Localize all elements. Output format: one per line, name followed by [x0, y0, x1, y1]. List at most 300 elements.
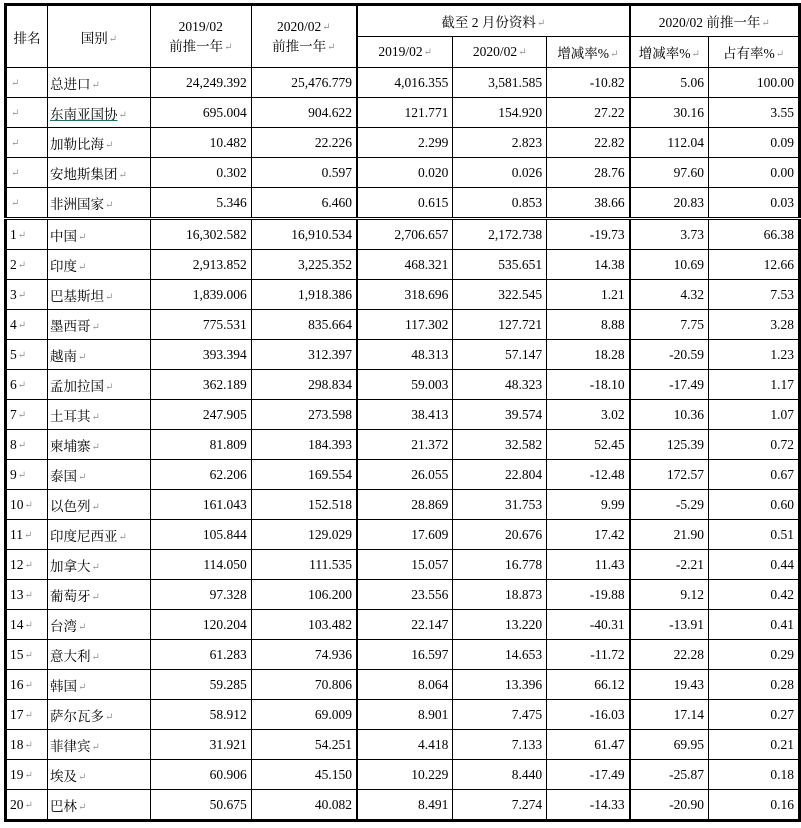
table-row: [6, 670, 800, 700]
rank-cell: 1↵: [6, 219, 48, 250]
country-cell: 加拿大↵: [47, 550, 150, 580]
feb-2020-cell: 7.475: [453, 700, 547, 730]
table-row: [6, 550, 800, 580]
cell-mark: ↵: [24, 589, 33, 601]
header-2019-prev-year: [150, 5, 251, 68]
cell-mark: ↵: [91, 79, 100, 91]
feb-growth-cell: -18.10: [547, 370, 630, 400]
cell-mark: ↵: [104, 199, 114, 211]
rank-cell: [6, 188, 48, 219]
rank-cell: 14↵: [6, 610, 48, 640]
feb-growth-cell: 11.43: [547, 550, 630, 580]
value-2019-prev-cell: 105.844: [150, 520, 251, 550]
table-row: [6, 340, 800, 370]
value-2019-prev-cell: 16,302.582: [150, 219, 251, 250]
value-2019-prev-cell: 31.921: [150, 730, 251, 760]
prev-growth-cell: 112.04: [630, 128, 709, 158]
rank-cell: 9↵: [6, 460, 48, 490]
feb-2020-cell: 57.147: [453, 340, 547, 370]
value-2019-prev-cell: 393.394: [150, 340, 251, 370]
value-2020-prev-cell: 111.535: [251, 550, 357, 580]
prev-growth-cell: 10.36: [630, 400, 709, 430]
cell-mark: ↵: [77, 621, 87, 633]
cell-mark: ↵: [104, 711, 114, 723]
cell-mark: ↵: [17, 469, 27, 481]
feb-2019-cell: 15.057: [357, 550, 453, 580]
share-cell: 0.44: [709, 550, 800, 580]
cell-mark: ↵: [24, 769, 33, 781]
table-row: [6, 490, 800, 520]
value-2020-prev-cell: 69.009: [251, 700, 357, 730]
feb-growth-cell: 14.38: [547, 250, 630, 280]
value-2020-prev-cell: 169.554: [251, 460, 357, 490]
country-cell: 柬埔寨↵: [47, 430, 150, 460]
value-2020-prev-cell: 70.806: [251, 670, 357, 700]
country-cell: 台湾↵: [47, 610, 150, 640]
value-2020-prev-cell: 45.150: [251, 760, 357, 790]
country-cell: 巴林↵: [47, 790, 150, 821]
share-cell: 0.67: [709, 460, 800, 490]
value-2019-prev-cell: 161.043: [150, 490, 251, 520]
share-cell: 7.53: [709, 280, 800, 310]
cell-mark: ↵: [17, 379, 27, 391]
prev-growth-cell: -13.91: [630, 610, 709, 640]
prev-growth-cell: -17.49: [630, 370, 709, 400]
cell-mark: ↵: [11, 107, 20, 119]
table-row: [6, 520, 800, 550]
prev-growth-cell: 10.69: [630, 250, 709, 280]
table-row: [6, 68, 800, 98]
cell-mark: ↵: [24, 679, 33, 691]
feb-2019-cell: 21.372: [357, 430, 453, 460]
feb-2020-cell: 31.753: [453, 490, 547, 520]
feb-2019-cell: 2.299: [357, 128, 453, 158]
country-cell: 总进口↵: [47, 68, 150, 98]
value-2020-prev-cell: 16,910.534: [251, 219, 357, 250]
value-2020-prev-cell: 835.664: [251, 310, 357, 340]
country-cell: 泰国↵: [47, 460, 150, 490]
rank-cell: 8↵: [6, 430, 48, 460]
feb-2020-cell: 7.133: [453, 730, 547, 760]
cell-mark: ↵: [77, 231, 87, 243]
header-country: 国别↵: [47, 5, 150, 68]
rank-cell: 12↵: [6, 550, 48, 580]
share-cell: 100.00: [709, 68, 800, 98]
country-cell: 意大利↵: [47, 640, 150, 670]
feb-growth-cell: -16.03: [547, 700, 630, 730]
rank-cell: 11↵: [6, 520, 48, 550]
value-2019-prev-cell: 59.285: [150, 670, 251, 700]
cell-mark: ↵: [91, 651, 100, 663]
country-cell: 埃及↵: [47, 760, 150, 790]
value-2020-prev-cell: 74.936: [251, 640, 357, 670]
value-2019-prev-cell: 24,249.392: [150, 68, 251, 98]
rank-cell: 10↵: [6, 490, 48, 520]
header-rank: 排名: [6, 5, 48, 68]
country-rows: [6, 219, 800, 821]
prev-growth-cell: 9.12: [630, 580, 709, 610]
header-group-2020-prev: 2020/02 前推一年↵: [630, 5, 800, 37]
rank-cell: 19↵: [6, 760, 48, 790]
cell-mark: ↵: [118, 531, 127, 543]
table-row: [6, 98, 800, 128]
value-2019-prev-cell: 60.906: [150, 760, 251, 790]
prev-growth-cell: 172.57: [630, 460, 709, 490]
feb-2019-cell: 26.055: [357, 460, 453, 490]
feb-2019-cell: 121.771: [357, 98, 453, 128]
feb-2020-cell: 0.026: [453, 158, 547, 188]
country-cell: 葡萄牙↵: [47, 580, 150, 610]
cell-mark: ↵: [104, 381, 114, 393]
share-cell: 0.72: [709, 430, 800, 460]
value-2019-prev-cell: 61.283: [150, 640, 251, 670]
cell-mark: ↵: [24, 709, 33, 721]
summary-rows: [6, 68, 800, 219]
feb-growth-cell: 27.22: [547, 98, 630, 128]
table-row: [6, 310, 800, 340]
cell-mark: ↵: [77, 801, 87, 813]
country-cell[interactable]: 东南亚国协↵: [47, 98, 150, 128]
prev-growth-cell: 22.28: [630, 640, 709, 670]
prev-growth-cell: 125.39: [630, 430, 709, 460]
share-cell: 0.29: [709, 640, 800, 670]
table-row: [6, 730, 800, 760]
cell-mark: ↵: [91, 501, 100, 513]
feb-2019-cell: 8.064: [357, 670, 453, 700]
cell-mark: ↵: [24, 739, 33, 751]
feb-2020-cell: 8.440: [453, 760, 547, 790]
cell-mark: ↵: [11, 137, 20, 149]
header-prev-growth: 增减率%↵: [630, 37, 709, 68]
cell-mark: ↵: [104, 291, 114, 303]
value-2019-prev-cell: 1,839.006: [150, 280, 251, 310]
cell-mark: ↵: [91, 321, 100, 333]
value-2019-prev-cell: 775.531: [150, 310, 251, 340]
country-cell: 印度↵: [47, 250, 150, 280]
rank-cell: [6, 128, 48, 158]
rank-cell: 2↵: [6, 250, 48, 280]
country-cell: 巴基斯坦↵: [47, 280, 150, 310]
share-cell: 0.21: [709, 730, 800, 760]
cell-mark: ↵: [17, 319, 27, 331]
value-2019-prev-cell: 10.482: [150, 128, 251, 158]
country-cell: 土耳其↵: [47, 400, 150, 430]
header-2020-prev-year-line2: 前推一年↵: [272, 38, 336, 54]
feb-2020-cell: 22.804: [453, 460, 547, 490]
rank-cell: [6, 158, 48, 188]
prev-growth-cell: -5.29: [630, 490, 709, 520]
cell-mark: ↵: [77, 471, 87, 483]
country-cell: 安地斯集团↵: [47, 158, 150, 188]
table-row: [6, 640, 800, 670]
feb-2020-cell: 13.396: [453, 670, 547, 700]
value-2020-prev-cell: 106.200: [251, 580, 357, 610]
value-2020-prev-cell: 1,918.386: [251, 280, 357, 310]
value-2020-prev-cell: 298.834: [251, 370, 357, 400]
prev-growth-cell: 97.60: [630, 158, 709, 188]
rank-cell: [6, 68, 48, 98]
feb-2019-cell: 22.147: [357, 610, 453, 640]
prev-growth-cell: -25.87: [630, 760, 709, 790]
value-2020-prev-cell: 129.029: [251, 520, 357, 550]
header-2020-prev-year-line1: 2020/02↵: [277, 18, 331, 34]
share-cell: 0.27: [709, 700, 800, 730]
cell-mark: ↵: [118, 169, 127, 181]
feb-2020-cell: 127.721: [453, 310, 547, 340]
share-cell: 3.55: [709, 98, 800, 128]
country-cell: 以色列↵: [47, 490, 150, 520]
prev-growth-cell: -20.59: [630, 340, 709, 370]
header-feb-2020: 2020/02↵: [453, 37, 547, 68]
share-cell: 0.18: [709, 760, 800, 790]
country-cell: 孟加拉国↵: [47, 370, 150, 400]
feb-growth-cell: -40.31: [547, 610, 630, 640]
feb-2020-cell: 7.274: [453, 790, 547, 821]
feb-2020-cell: 535.651: [453, 250, 547, 280]
cell-mark: ↵: [24, 529, 33, 541]
value-2020-prev-cell: 0.597: [251, 158, 357, 188]
cell-mark: ↵: [24, 649, 33, 661]
cell-mark: ↵: [77, 681, 87, 693]
prev-growth-cell: -2.21: [630, 550, 709, 580]
value-2020-prev-cell: 54.251: [251, 730, 357, 760]
cell-mark: ↵: [24, 799, 33, 811]
country-cell: 萨尔瓦多↵: [47, 700, 150, 730]
feb-2020-cell: 0.853: [453, 188, 547, 219]
table-header: [6, 5, 800, 68]
rank-cell: 20↵: [6, 790, 48, 821]
feb-2019-cell: 38.413: [357, 400, 453, 430]
rank-cell: 5↵: [6, 340, 48, 370]
table-row: [6, 790, 800, 821]
feb-2020-cell: 18.873: [453, 580, 547, 610]
prev-growth-cell: 19.43: [630, 670, 709, 700]
feb-2019-cell: 0.020: [357, 158, 453, 188]
country-cell: 印度尼西亚↵: [47, 520, 150, 550]
table-row: [6, 580, 800, 610]
feb-growth-cell: 9.99: [547, 490, 630, 520]
feb-growth-cell: 18.28: [547, 340, 630, 370]
value-2020-prev-cell: 152.518: [251, 490, 357, 520]
feb-2019-cell: 8.901: [357, 700, 453, 730]
cell-mark: ↵: [17, 259, 27, 271]
feb-2019-cell: 17.609: [357, 520, 453, 550]
cell-mark: ↵: [11, 167, 20, 179]
value-2019-prev-cell: 695.004: [150, 98, 251, 128]
feb-growth-cell: 28.76: [547, 158, 630, 188]
cell-mark: ↵: [24, 499, 33, 511]
cell-mark: ↵: [17, 439, 27, 451]
table-row: [6, 760, 800, 790]
value-2019-prev-cell: 247.905: [150, 400, 251, 430]
feb-growth-cell: 52.45: [547, 430, 630, 460]
cell-mark: ↵: [91, 561, 100, 573]
feb-2019-cell: 16.597: [357, 640, 453, 670]
feb-growth-cell: -10.82: [547, 68, 630, 98]
cell-mark: ↵: [17, 289, 27, 301]
country-cell: 菲律宾↵: [47, 730, 150, 760]
header-2019-prev-year-line1: 2019/02: [178, 18, 223, 34]
share-cell: 0.28: [709, 670, 800, 700]
value-2019-prev-cell: 362.189: [150, 370, 251, 400]
share-cell: 0.41: [709, 610, 800, 640]
table-row: [6, 400, 800, 430]
feb-2019-cell: 0.615: [357, 188, 453, 219]
value-2020-prev-cell: 273.598: [251, 400, 357, 430]
value-2019-prev-cell: 5.346: [150, 188, 251, 219]
cell-mark: ↵: [91, 411, 100, 423]
country-cell: 非洲国家↵: [47, 188, 150, 219]
feb-2020-cell: 20.676: [453, 520, 547, 550]
share-cell: 0.60: [709, 490, 800, 520]
value-2019-prev-cell: 0.302: [150, 158, 251, 188]
country-cell: 墨西哥↵: [47, 310, 150, 340]
value-2020-prev-cell: 904.622: [251, 98, 357, 128]
feb-growth-cell: 17.42: [547, 520, 630, 550]
feb-growth-cell: -14.33: [547, 790, 630, 821]
feb-growth-cell: -17.49: [547, 760, 630, 790]
table-row: [6, 460, 800, 490]
prev-growth-cell: 69.95: [630, 730, 709, 760]
cell-mark: ↵: [24, 559, 33, 571]
feb-growth-cell: -11.72: [547, 640, 630, 670]
cell-mark: ↵: [91, 591, 100, 603]
feb-2020-cell: 322.545: [453, 280, 547, 310]
value-2020-prev-cell: 3,225.352: [251, 250, 357, 280]
prev-growth-cell: 30.16: [630, 98, 709, 128]
share-cell: 0.42: [709, 580, 800, 610]
country-cell: 加勒比海↵: [47, 128, 150, 158]
rank-cell: 7↵: [6, 400, 48, 430]
feb-2019-cell: 28.869: [357, 490, 453, 520]
header-prev-share: 占有率%↵: [709, 37, 800, 68]
feb-2020-cell: 39.574: [453, 400, 547, 430]
table-row: [6, 128, 800, 158]
header-2019-prev-year-line2: 前推一年↵: [169, 38, 233, 54]
feb-growth-cell: 61.47: [547, 730, 630, 760]
rank-cell: 4↵: [6, 310, 48, 340]
cell-mark: ↵: [108, 33, 118, 45]
cell-mark: ↵: [77, 261, 87, 273]
table-row: [6, 250, 800, 280]
value-2020-prev-cell: 6.460: [251, 188, 357, 219]
value-2020-prev-cell: 184.393: [251, 430, 357, 460]
prev-growth-cell: 3.73: [630, 219, 709, 250]
share-cell: 0.00: [709, 158, 800, 188]
value-2020-prev-cell: 312.397: [251, 340, 357, 370]
feb-growth-cell: 22.82: [547, 128, 630, 158]
table-row: [6, 188, 800, 219]
feb-2020-cell: 48.323: [453, 370, 547, 400]
share-cell: 0.09: [709, 128, 800, 158]
cell-mark: ↵: [91, 741, 100, 753]
prev-growth-cell: 17.14: [630, 700, 709, 730]
rank-cell: 15↵: [6, 640, 48, 670]
rank-cell: 6↵: [6, 370, 48, 400]
feb-2019-cell: 468.321: [357, 250, 453, 280]
country-cell: 中国↵: [47, 219, 150, 250]
feb-2019-cell: 48.313: [357, 340, 453, 370]
prev-growth-cell: 7.75: [630, 310, 709, 340]
feb-growth-cell: -19.73: [547, 219, 630, 250]
feb-growth-cell: 1.21: [547, 280, 630, 310]
rank-cell: 13↵: [6, 580, 48, 610]
share-cell: 1.23: [709, 340, 800, 370]
feb-2020-cell: 2,172.738: [453, 219, 547, 250]
cell-mark: ↵: [17, 229, 27, 241]
value-2020-prev-cell: 103.482: [251, 610, 357, 640]
header-feb-2019: 2019/02↵: [357, 37, 453, 68]
value-2019-prev-cell: 58.912: [150, 700, 251, 730]
feb-2019-cell: 23.556: [357, 580, 453, 610]
feb-2019-cell: 2,706.657: [357, 219, 453, 250]
feb-growth-cell: 66.12: [547, 670, 630, 700]
cell-mark: ↵: [91, 441, 100, 453]
cell-mark: ↵: [104, 139, 114, 151]
table-row: [6, 370, 800, 400]
share-cell: 66.38: [709, 219, 800, 250]
cell-mark: ↵: [11, 197, 20, 209]
cell-mark: ↵: [17, 349, 27, 361]
feb-growth-cell: 38.66: [547, 188, 630, 219]
feb-2019-cell: 4.418: [357, 730, 453, 760]
feb-2020-cell: 3,581.585: [453, 68, 547, 98]
value-2019-prev-cell: 120.204: [150, 610, 251, 640]
feb-2020-cell: 2.823: [453, 128, 547, 158]
feb-2019-cell: 4,016.355: [357, 68, 453, 98]
feb-2019-cell: 10.229: [357, 760, 453, 790]
share-cell: 1.17: [709, 370, 800, 400]
feb-2019-cell: 117.302: [357, 310, 453, 340]
value-2020-prev-cell: 22.226: [251, 128, 357, 158]
table-row: [6, 430, 800, 460]
header-2020-prev-year: [251, 5, 357, 68]
rank-cell: 16↵: [6, 670, 48, 700]
value-2019-prev-cell: 81.809: [150, 430, 251, 460]
cell-mark: ↵: [118, 109, 127, 121]
table-row: [6, 219, 800, 250]
rank-cell: [6, 98, 48, 128]
share-cell: 0.16: [709, 790, 800, 821]
value-2020-prev-cell: 40.082: [251, 790, 357, 821]
share-cell: 1.07: [709, 400, 800, 430]
feb-growth-cell: 8.88: [547, 310, 630, 340]
table-row: [6, 280, 800, 310]
cell-mark: ↵: [11, 77, 20, 89]
prev-growth-cell: 20.83: [630, 188, 709, 219]
table-row: [6, 610, 800, 640]
header-group-feb: 截至 2 月份资料↵: [357, 5, 630, 37]
feb-growth-cell: -12.48: [547, 460, 630, 490]
feb-2019-cell: 8.491: [357, 790, 453, 821]
cell-mark: ↵: [77, 771, 87, 783]
rank-cell: 18↵: [6, 730, 48, 760]
value-2019-prev-cell: 114.050: [150, 550, 251, 580]
feb-2019-cell: 318.696: [357, 280, 453, 310]
prev-growth-cell: 4.32: [630, 280, 709, 310]
feb-2019-cell: 59.003: [357, 370, 453, 400]
country-cell: 韩国↵: [47, 670, 150, 700]
feb-2020-cell: 16.778: [453, 550, 547, 580]
value-2019-prev-cell: 62.206: [150, 460, 251, 490]
feb-2020-cell: 32.582: [453, 430, 547, 460]
share-cell: 0.51: [709, 520, 800, 550]
country-cell: 越南↵: [47, 340, 150, 370]
share-cell: 3.28: [709, 310, 800, 340]
table-row: [6, 700, 800, 730]
rank-cell: 17↵: [6, 700, 48, 730]
value-2019-prev-cell: 2,913.852: [150, 250, 251, 280]
